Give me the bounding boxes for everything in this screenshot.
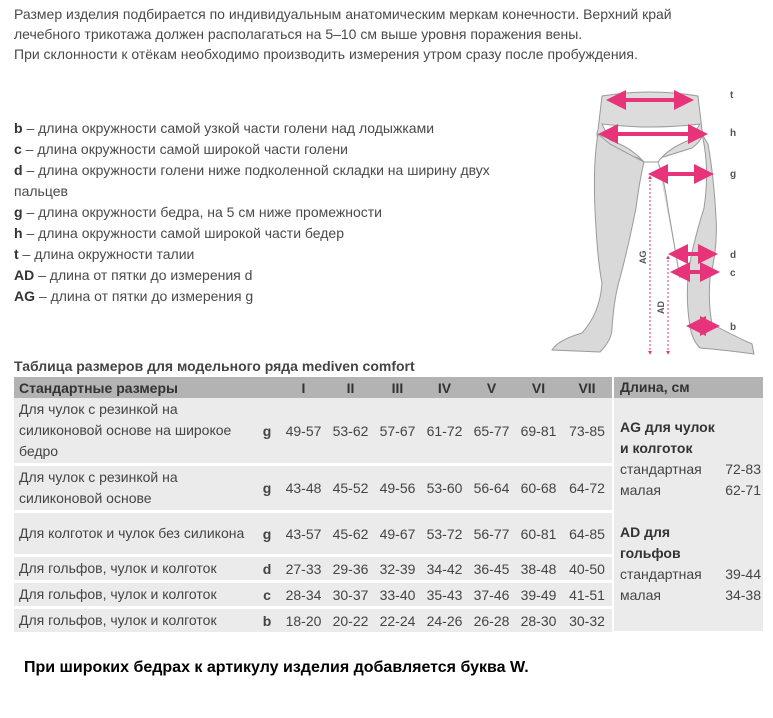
length-section-title: гольфов	[620, 545, 681, 561]
table-header-row	[14, 377, 612, 398]
definition-key: b	[14, 120, 23, 136]
definition-key: c	[14, 141, 22, 157]
definition-text: – длина от пятки до измерения d	[34, 267, 253, 283]
table-row	[14, 465, 612, 512]
definition-text: – длина окружности бедра, на 5 см ниже промежности	[22, 204, 382, 220]
footer-note: При широких бедрах к артикулу изделия добавляется буква W.	[24, 659, 529, 676]
label-g: g	[730, 169, 737, 180]
row-measure: c	[254, 582, 280, 608]
row-measure: b	[254, 608, 280, 634]
cell-value: 30-37	[327, 582, 374, 608]
length-row-value: 72-83	[725, 461, 761, 477]
header-size-vii: VII	[562, 377, 612, 398]
label-t: t	[730, 90, 734, 101]
table-row	[14, 398, 612, 465]
length-row-value: 39-44	[725, 566, 761, 582]
cell-value: 53-72	[421, 512, 468, 556]
cell-value: 34-42	[421, 556, 468, 582]
table-title: Таблица размеров для модельного ряда mediven comfort	[14, 358, 415, 374]
row-label: Для чулок с резинкой на силиконовой основе	[14, 465, 254, 512]
definition-ad	[14, 265, 544, 286]
cell-value: 64-72	[562, 465, 612, 512]
definition-text: – длина окружности самой широкой части голени	[21, 141, 348, 157]
cell-value: 45-52	[327, 465, 374, 512]
length-row-name: стандартная	[620, 461, 702, 477]
cell-value: 33-40	[374, 582, 421, 608]
cell-value: 27-33	[280, 556, 327, 582]
table-row	[14, 608, 612, 634]
cell-value: 24-26	[421, 608, 468, 634]
definition-g	[14, 202, 544, 223]
cell-value: 32-39	[374, 556, 421, 582]
cell-value: 18-20	[280, 608, 327, 634]
cell-value: 60-68	[515, 465, 562, 512]
cell-value: 22-24	[374, 608, 421, 634]
cell-value: 37-46	[468, 582, 515, 608]
cell-value: 26-28	[468, 608, 515, 634]
length-header: Длина, см	[614, 377, 763, 398]
length-row	[620, 459, 761, 480]
cell-value: 41-51	[562, 582, 612, 608]
length-section-title: и колготок	[620, 440, 693, 456]
length-row-name: малая	[620, 482, 661, 498]
header-size-vi: VI	[515, 377, 562, 398]
right-leg-shape	[658, 134, 754, 354]
length-row-value: 34-38	[725, 587, 761, 603]
cell-value: 29-36	[327, 556, 374, 582]
label-ag: AG	[638, 250, 648, 264]
definition-text: – длина окружности голени ниже подколенной складки на ширину двух пальцев	[14, 162, 490, 199]
definition-c	[14, 139, 544, 160]
cell-value: 73-85	[562, 398, 612, 465]
length-row-name: малая	[620, 587, 661, 603]
left-leg-shape	[552, 134, 644, 352]
cell-value: 65-77	[468, 398, 515, 465]
leg-measurement-diagram	[540, 78, 770, 363]
row-measure: g	[254, 398, 280, 465]
leg-illustration	[540, 78, 770, 363]
length-row	[620, 480, 761, 501]
definition-key: d	[14, 162, 23, 178]
cell-value: 45-62	[327, 512, 374, 556]
label-d: d	[730, 250, 737, 261]
length-section-ad	[614, 501, 763, 606]
header-size-v: V	[468, 377, 515, 398]
cell-value: 20-22	[327, 608, 374, 634]
table-row	[14, 512, 612, 556]
intro-line-1: Размер изделия подбирается по индивидуальным анатомическим меркам конечности. Верхний край	[14, 6, 672, 22]
cell-value: 60-81	[515, 512, 562, 556]
definition-text: – длина окружности самой узкой части голени над лодыжками	[22, 120, 435, 136]
length-section-title: AG для чулок	[620, 419, 715, 435]
cell-value: 53-62	[327, 398, 374, 465]
label-c: c	[730, 268, 736, 279]
cell-value: 36-45	[468, 556, 515, 582]
length-row-name: стандартная	[620, 566, 702, 582]
cell-value: 49-57	[280, 398, 327, 465]
row-label: Для колготок и чулок без силикона	[14, 512, 254, 556]
cell-value: 40-50	[562, 556, 612, 582]
size-table	[14, 377, 612, 635]
header-size-iii: III	[374, 377, 421, 398]
cell-value: 61-72	[421, 398, 468, 465]
cell-value: 69-81	[515, 398, 562, 465]
cell-value: 49-67	[374, 512, 421, 556]
row-measure: d	[254, 556, 280, 582]
row-label: Для гольфов, чулок и колготок	[14, 608, 254, 634]
length-row	[620, 564, 761, 585]
length-row	[620, 585, 761, 606]
row-measure: g	[254, 465, 280, 512]
length-section-title: AD для	[620, 524, 671, 540]
definition-key: AG	[14, 288, 35, 304]
intro-line-3: При склонности к отёкам необходимо производить измерения утром сразу после пробуждения.	[14, 46, 638, 62]
intro-line-2: лечебного трикотажа должен располагаться на 5–10 см выше уровня поражения вены.	[14, 26, 583, 42]
definition-h	[14, 223, 544, 244]
definition-key: h	[14, 225, 23, 241]
definition-d	[14, 160, 544, 202]
measurement-definitions	[14, 118, 544, 307]
table-row	[14, 582, 612, 608]
header-size-i: I	[280, 377, 327, 398]
row-measure: g	[254, 512, 280, 556]
header-standard-sizes: Стандартные размеры	[14, 377, 280, 398]
table-row	[14, 556, 612, 582]
label-h: h	[730, 128, 737, 139]
length-row-value: 62-71	[725, 482, 761, 498]
definition-text: – длина окружности талии	[18, 246, 195, 262]
row-label: Для чулок с резинкой на силиконовой основе на широкое бедро	[14, 398, 254, 465]
cell-value: 49-56	[374, 465, 421, 512]
cell-value: 38-48	[515, 556, 562, 582]
cell-value: 43-57	[280, 512, 327, 556]
header-size-ii: II	[327, 377, 374, 398]
definition-key: AD	[14, 267, 35, 283]
intro-text	[14, 4, 714, 64]
cell-value: 28-34	[280, 582, 327, 608]
row-label: Для гольфов, чулок и колготок	[14, 556, 254, 582]
definition-text: – длина окружности самой широкой части бедер	[22, 225, 344, 241]
cell-value: 56-64	[468, 465, 515, 512]
label-ad: AD	[656, 301, 666, 314]
cell-value: 64-85	[562, 512, 612, 556]
cell-value: 35-43	[421, 582, 468, 608]
cell-value: 30-32	[562, 608, 612, 634]
cell-value: 57-67	[374, 398, 421, 465]
length-panel	[614, 377, 763, 631]
header-size-iv: IV	[421, 377, 468, 398]
cell-value: 56-77	[468, 512, 515, 556]
length-section-ag	[614, 398, 763, 501]
cell-value: 43-48	[280, 465, 327, 512]
cell-value: 53-60	[421, 465, 468, 512]
cell-value: 28-30	[515, 608, 562, 634]
label-b: b	[730, 322, 737, 333]
definition-key: t	[14, 246, 19, 262]
row-label: Для гольфов, чулок и колготок	[14, 582, 254, 608]
definition-text: – длина от пятки до измерения g	[35, 288, 254, 304]
cell-value: 39-49	[515, 582, 562, 608]
definition-b	[14, 118, 544, 139]
definition-ag	[14, 286, 544, 307]
definition-key: g	[14, 204, 23, 220]
definition-t	[14, 244, 544, 265]
